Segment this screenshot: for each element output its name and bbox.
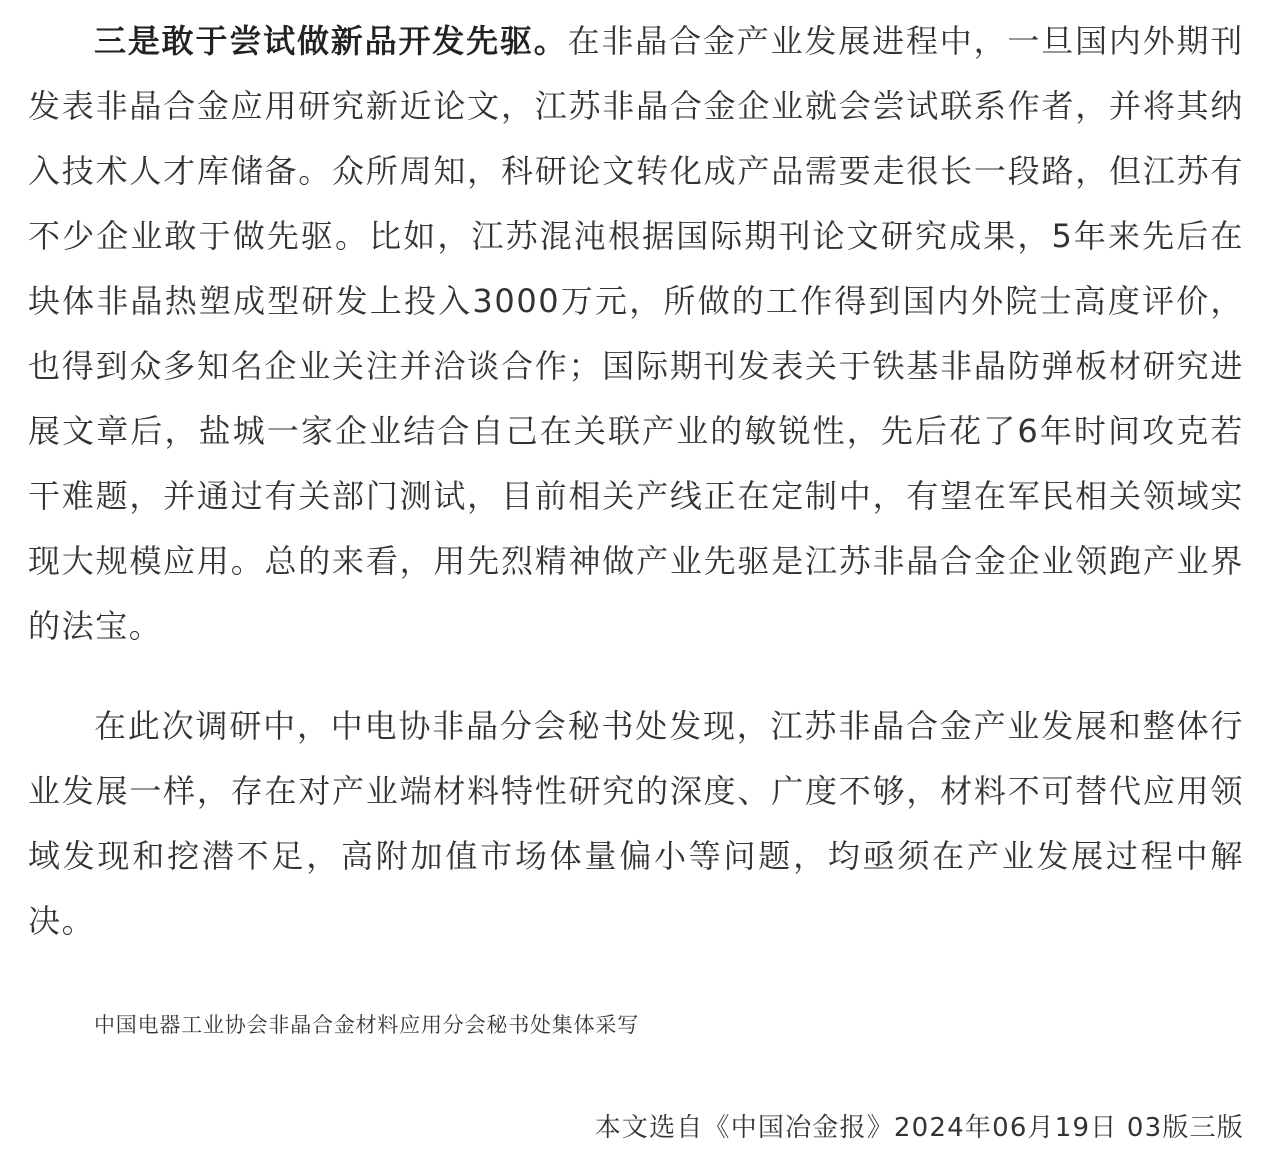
- author-credit: 中国电器工业协会非晶合金材料应用分会秘书处集体采写: [94, 1013, 639, 1037]
- source-note: 本文选自《中国冶金报》2024年06月19日 03版三版: [594, 1113, 1244, 1143]
- paragraph-second-body: 在此次调研中，中电协非晶分会秘书处发现，江苏非晶合金产业发展和整体行业发展一样，存在对产业端材料特性研究的深度、广度不够，材料不可替代应用领域发现和挖潜不足，高附加值市场体量偏小等问题，均亟须在产业发展过程中解决。: [28, 707, 1244, 940]
- paragraph-first: [28, 9, 1244, 659]
- paragraph-lead-heading: 三是敢于尝试做新品开发先驱。: [94, 22, 568, 60]
- paragraph-first-body: 在非晶合金产业发展进程中，一旦国内外期刊发表非晶合金应用研究新近论文，江苏非晶合金企业就会尝试联系作者，并将其纳入技术人才库储备。众所周知，科研论文转化成产品需要走很长一段路，但江苏有不少企业敢于做先驱。比如，江苏混沌根据国际期刊论文研究成果，5年来先后在块体非晶热塑成型研发上投入3000万元，所做的工作得到国内外院士高度评价，也得到众多知名企业关注并洽谈合作；国际期刊发表关于铁基非晶防弹板材研究进展文章后，盐城一家企业结合自己在关联产业的敏锐性，先后花了6年时间攻克若干难题，并通过有关部门测试，目前相关产线正在定制中，有望在军民相关领域实现大规模应用。总的来看，用先烈精神做产业先驱是江苏非晶合金企业领跑产业界的法宝。: [28, 22, 1244, 645]
- paragraph-second: [28, 694, 1244, 954]
